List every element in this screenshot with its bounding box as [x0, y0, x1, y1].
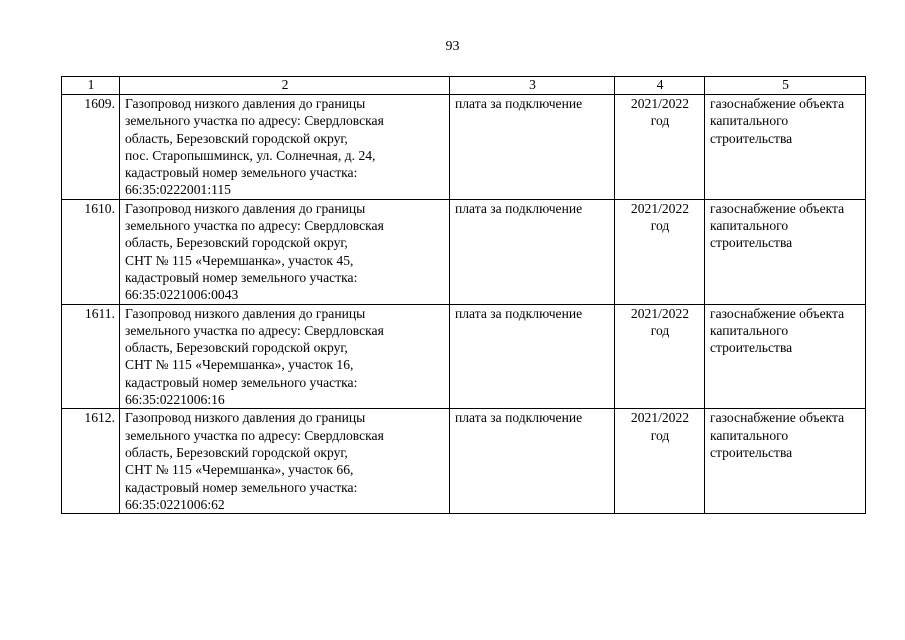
table-row [62, 304, 866, 409]
description-line: Газопровод низкого давления до границы [125, 200, 366, 216]
description-line: кадастровый номер земельного участка: [125, 374, 358, 390]
object-description [120, 199, 450, 304]
description-line: земельного участка по адресу: Свердловская [125, 322, 384, 338]
purpose-line: капитального [710, 322, 789, 338]
table-row [62, 199, 866, 304]
description-line: СНТ № 115 «Черемшанка», участок 66, [125, 462, 354, 478]
purpose-line: газоснабжение объекта [710, 200, 845, 216]
description-line: Газопровод низкого давления до границы [125, 410, 366, 426]
column-header-2: 2 [120, 77, 450, 95]
year-line: год [650, 218, 670, 234]
row-number: 1612. [62, 409, 120, 514]
description-line: кадастровый номер земельного участка: [125, 269, 358, 285]
year-line: год [650, 113, 670, 129]
description-line: кадастровый номер земельного участка: [125, 479, 358, 495]
column-header-1: 1 [62, 77, 120, 95]
description-line: область, Березовский городской округ, [125, 444, 348, 460]
purpose-line: капитального [710, 218, 789, 234]
implementation-year [615, 304, 705, 409]
funding-source: плата за подключение [450, 409, 615, 514]
purpose-line: газоснабжение объекта [710, 410, 845, 426]
purpose [705, 199, 866, 304]
row-number: 1609. [62, 95, 120, 200]
table-row [62, 95, 866, 200]
purpose-line: капитального [710, 113, 789, 129]
year-line: 2021/2022 [630, 96, 690, 111]
description-line: земельного участка по адресу: Свердловская [125, 427, 384, 443]
description-line: земельного участка по адресу: Свердловская [125, 218, 384, 234]
data-table [61, 76, 866, 514]
object-description [120, 304, 450, 409]
description-line: 66:35:0221006:62 [125, 496, 225, 512]
purpose-line: строительства [710, 444, 793, 460]
description-line: 66:35:0221006:16 [125, 392, 225, 408]
purpose [705, 304, 866, 409]
year-line: 2021/2022 [630, 200, 690, 216]
row-number: 1610. [62, 199, 120, 304]
purpose-line: строительства [710, 130, 793, 146]
purpose-line: газоснабжение объекта [710, 96, 845, 111]
description-line: СНТ № 115 «Черемшанка», участок 16, [125, 357, 354, 373]
purpose-line: строительства [710, 235, 793, 251]
purpose [705, 95, 866, 200]
implementation-year [615, 95, 705, 200]
description-line: Газопровод низкого давления до границы [125, 96, 366, 111]
description-line: Газопровод низкого давления до границы [125, 305, 366, 321]
description-line: 66:35:0222001:115 [125, 182, 231, 198]
description-line: 66:35:0221006:0043 [125, 287, 239, 303]
funding-source: плата за подключение [450, 199, 615, 304]
column-header-3: 3 [450, 77, 615, 95]
year-line: 2021/2022 [630, 305, 690, 321]
purpose-line: капитального [710, 427, 789, 443]
funding-source: плата за подключение [450, 95, 615, 200]
column-header-4: 4 [615, 77, 705, 95]
implementation-year [615, 199, 705, 304]
description-line: область, Березовский городской округ, [125, 235, 348, 251]
header-row [62, 77, 866, 95]
year-line: год [650, 427, 670, 443]
column-header-5: 5 [705, 77, 866, 95]
object-description [120, 409, 450, 514]
description-line: область, Березовский городской округ, [125, 130, 348, 146]
description-line: кадастровый номер земельного участка: [125, 165, 358, 181]
year-line: 2021/2022 [630, 410, 690, 426]
table-body [62, 95, 866, 514]
purpose-line: строительства [710, 340, 793, 356]
year-line: год [650, 322, 670, 338]
implementation-year [615, 409, 705, 514]
description-line: пос. Старопышминск, ул. Солнечная, д. 24, [125, 147, 376, 163]
description-line: земельного участка по адресу: Свердловская [125, 113, 384, 129]
page-number: 93 [445, 39, 460, 54]
funding-source: плата за подключение [450, 304, 615, 409]
purpose [705, 409, 866, 514]
description-line: СНТ № 115 «Черемшанка», участок 45, [125, 252, 354, 268]
object-description [120, 95, 450, 200]
description-line: область, Березовский городской округ, [125, 340, 348, 356]
purpose-line: газоснабжение объекта [710, 305, 845, 321]
table-row [62, 409, 866, 514]
row-number: 1611. [62, 304, 120, 409]
